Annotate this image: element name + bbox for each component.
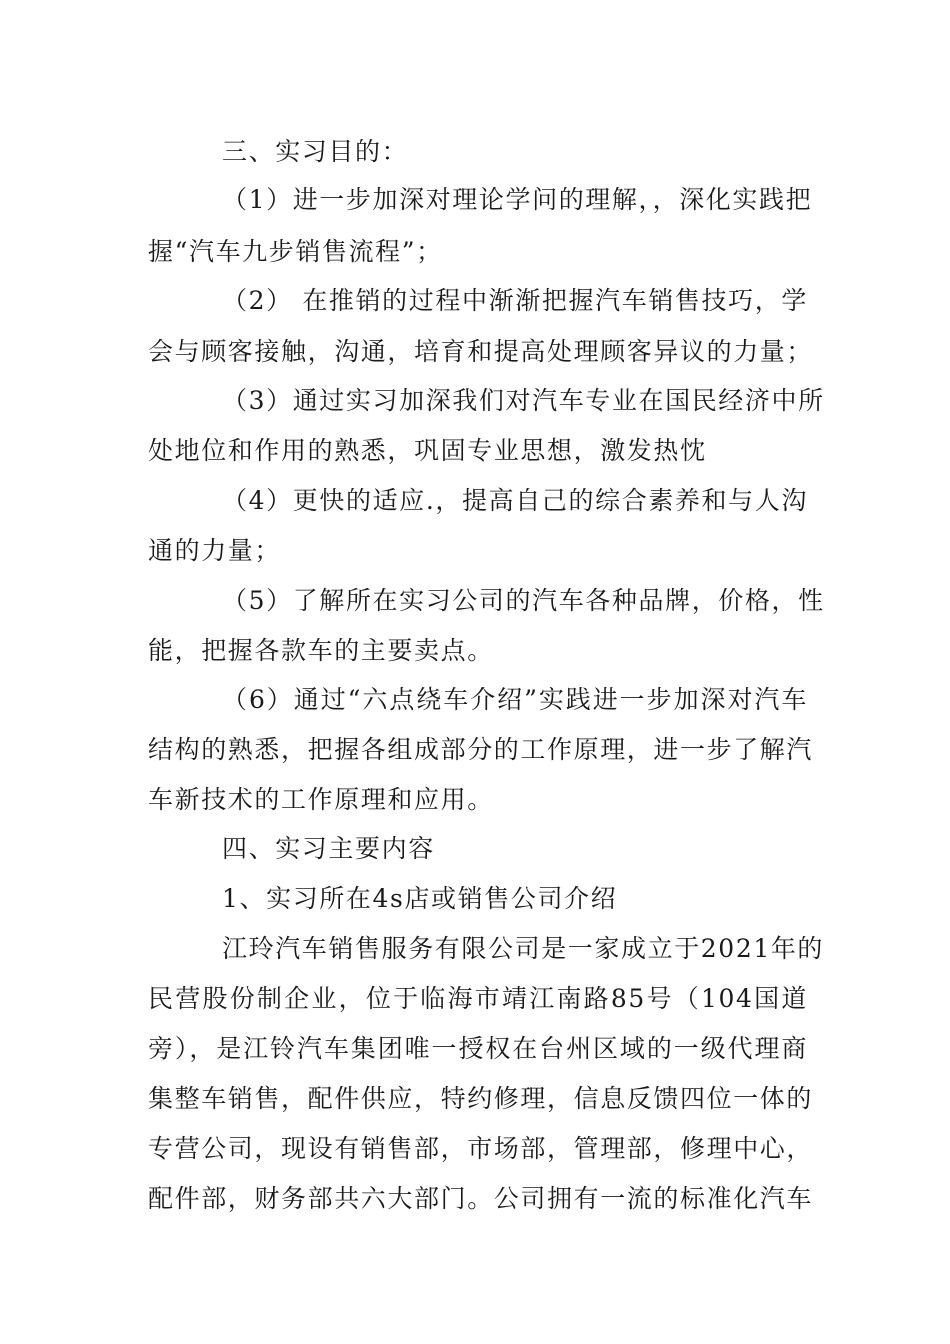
paragraph-line: 旁），是江铃汽车集团唯一授权在台州区域的一级代理商 xyxy=(148,1034,808,1063)
paragraph-line: （3）通过实习加深我们对汽车专业在国民经济中所 xyxy=(222,386,825,415)
paragraph-line: 握“汽车九步销售流程”； xyxy=(148,237,443,266)
section-heading-content: 四、实习主要内容 xyxy=(222,834,435,863)
paragraph-line: （6）通过“六点绕车介绍”实践进一步加深对汽车 xyxy=(222,685,808,714)
paragraph-line: 集整车销售，配件供应，特约修理，信息反馈四位一体的 xyxy=(148,1084,814,1113)
section-heading-purpose: 三、实习目的： xyxy=(222,137,409,166)
paragraph-line: 能，把握各款车的主要卖点。 xyxy=(148,636,494,665)
paragraph-line: （4）更快的适应.，提高自己的综合素养和与人沟 xyxy=(222,486,808,515)
paragraph-line: 处地位和作用的熟悉，巩固专业思想，激发热忱 xyxy=(148,436,707,465)
paragraph-line: 车新技术的工作原理和应用。 xyxy=(148,785,494,814)
paragraph-line: （1）进一步加深对理论学问的理解，，深化实践把 xyxy=(222,185,813,214)
subsection-heading: 1、实习所在4s店或销售公司介绍 xyxy=(222,884,618,913)
paragraph-line: （5）了解所在实习公司的汽车各种品牌，价格，性 xyxy=(222,586,825,615)
paragraph-line: 会与顾客接触，沟通，培育和提高处理顾客异议的力量； xyxy=(148,337,814,366)
paragraph-line: 江玲汽车销售服务有限公司是一家成立于2021年的 xyxy=(222,934,825,963)
paragraph-line: 民营股份制企业，位于临海市靖江南路85号（104国道 xyxy=(148,984,808,1013)
paragraph-line: 结构的熟悉，把握各组成部分的工作原理，进一步了解汽 xyxy=(148,735,814,764)
paragraph-line: 专营公司，现设有销售部，市场部，管理部，修理中心， xyxy=(148,1134,814,1163)
paragraph-line: 通的力量； xyxy=(148,536,282,565)
paragraph-line: （2） 在推销的过程中渐渐把握汽车销售技巧，学 xyxy=(222,286,808,315)
paragraph-line: 配件部，财务部共六大部门。公司拥有一流的标准化汽车 xyxy=(148,1184,814,1213)
